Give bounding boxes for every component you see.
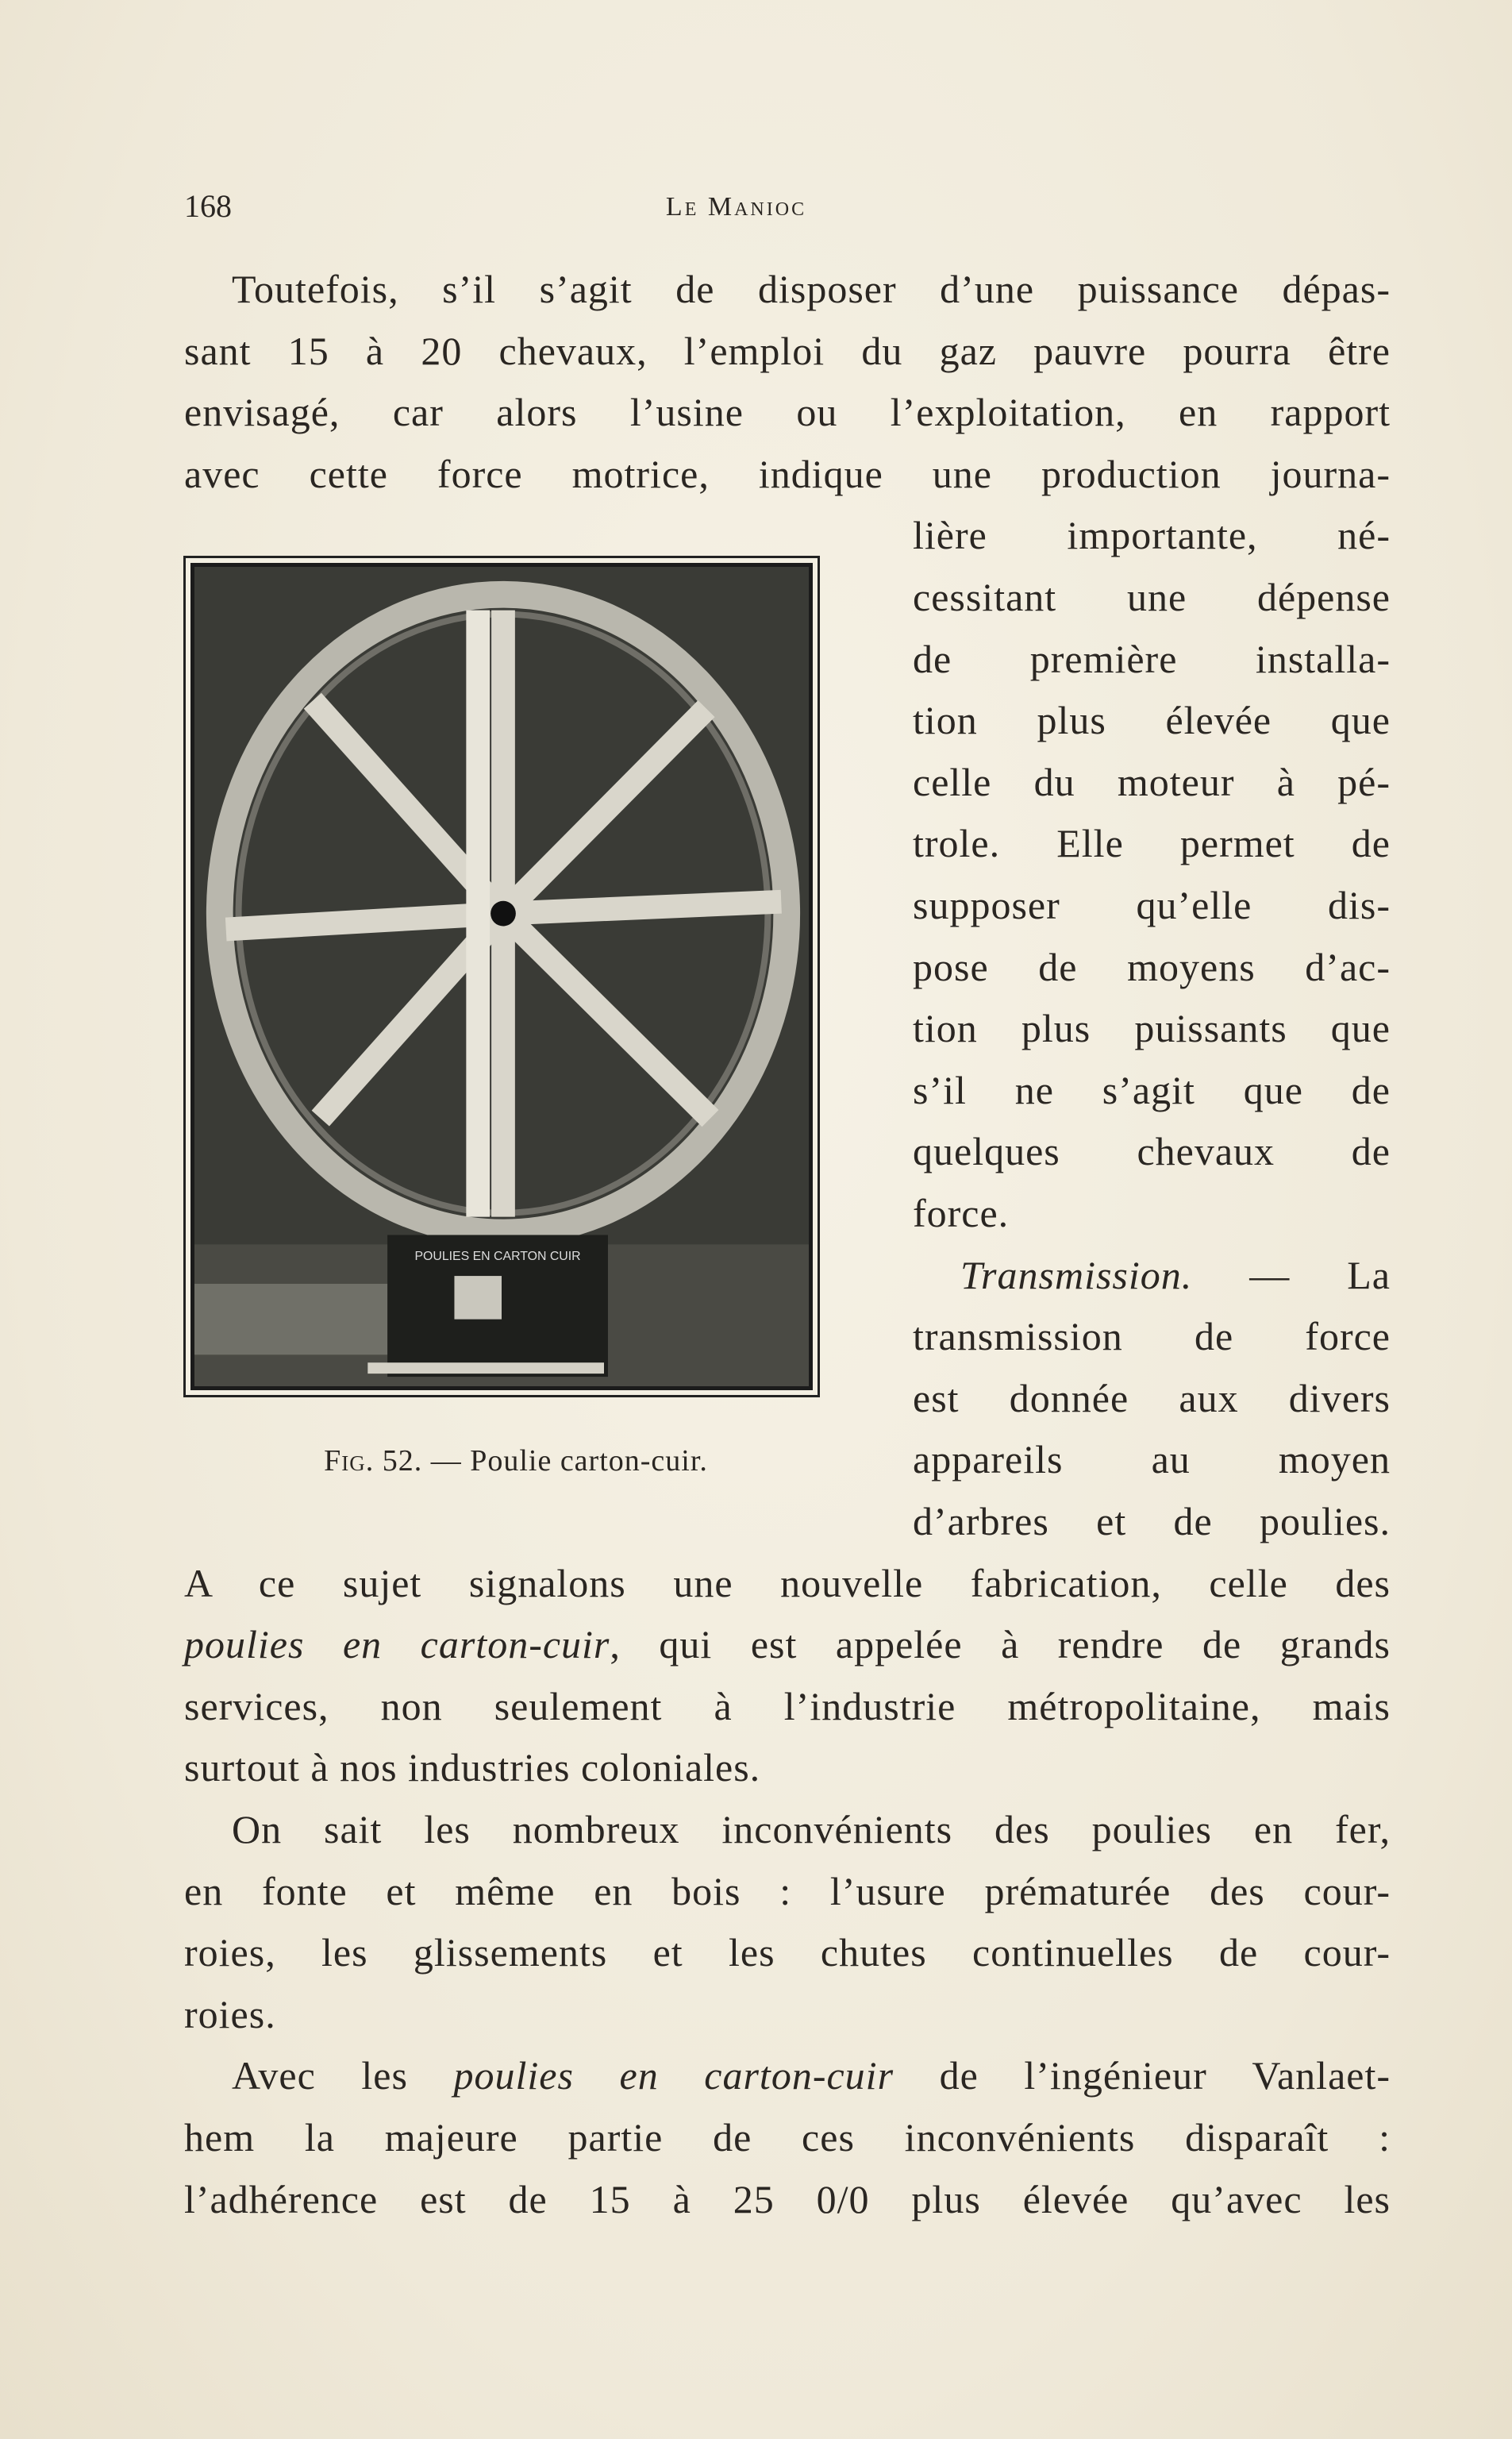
caption-dash: — [422,1444,471,1478]
text-line [913,751,1391,813]
line-text: hem la majeure partie de ces inconvénients disparaît : [184,2115,1391,2160]
line-text: pose de moyens d’ac- [913,944,1391,989]
line-text: est donnée aux divers [913,1375,1391,1420]
text-line [913,1305,1391,1367]
text-line [232,258,1391,320]
caption-text: Poulie carton-cuir. [470,1444,708,1478]
line-text: l’adhérence est de 15 à 25 0/0 plus élevée qu’avec les [184,2176,1391,2221]
line-text: surtout à nos industries coloniales. [184,1745,761,1790]
label-box [367,1235,608,1377]
text-line [913,997,1391,1059]
text-line [184,1921,1391,1983]
text-line [184,1736,1391,1798]
line-text: en fonte et même en bois : l’usure prématurée des cour- [184,1868,1391,1913]
text-line [184,1552,1391,1614]
line-text: Toutefois, s’il s’agit de disposer d’une puissance dépas- [232,267,1391,311]
text-line [913,936,1391,998]
text-line [913,1120,1391,1182]
line-text: de première installa- [913,636,1391,681]
figure-photo [183,556,820,1397]
italic-text: Transmission. [960,1252,1193,1297]
line-text: tion plus puissants que [913,1006,1391,1051]
page-number: 168 [184,188,232,224]
text-line [232,2044,1391,2106]
line-text: cessitant une dépense [913,575,1391,619]
text-line [913,1182,1391,1244]
figure-label: Fig. 52. [324,1444,423,1478]
line-text: supposer qu’elle dis- [913,883,1391,927]
line-text: avec cette force motrice, indique une production journa- [184,451,1391,496]
text-line [913,504,1391,566]
line-text: trole. Elle permet de [913,821,1391,866]
line-text: roies. [184,1991,276,2036]
italic-text: poulies en carton-cuir [453,2053,895,2098]
pulley-photo [194,567,809,1386]
line-text: celle du moteur à pé- [913,759,1391,804]
text-line [913,689,1391,751]
text-line [913,566,1391,628]
svg-text:POULIES EN CARTON CUIR: POULIES EN CARTON CUIR [414,1250,581,1264]
text-line [184,443,1391,505]
line-text: services, non seulement à l’industrie métropolitaine, mais [184,1683,1391,1728]
line-text: d’arbres et de poulies. [913,1499,1391,1543]
line-text: de l’ingénieur Vanlaet- [894,2053,1391,2098]
line-text: Avec les [232,2053,454,2098]
text-line [184,381,1391,443]
line-text: tion plus élevée que [913,698,1391,743]
line-text: transmission de force [913,1314,1391,1359]
text-line [184,320,1391,382]
line-text: lière importante, né- [913,513,1391,558]
line-text: envisagé, car alors l’usine ou l’exploitation, en rapport [184,390,1391,435]
line-text: force. [913,1191,1010,1235]
line-text: quelques chevaux de [913,1129,1391,1174]
text-line [913,1428,1391,1490]
text-line [960,1244,1391,1306]
text-line [184,1860,1391,1922]
figure-caption [238,1443,794,1478]
text-line [184,2106,1391,2168]
text-line [913,1059,1391,1121]
line-text: appareils au moyen [913,1437,1391,1482]
text-line [913,1490,1391,1552]
running-title: Le Manioc [665,192,807,222]
text-line [184,2168,1391,2230]
line-text: sant 15 à 20 chevaux, l’emploi du gaz pauvre pourra être [184,328,1391,373]
line-text: s’il ne s’agit que de [913,1067,1391,1112]
line-text: — La [1192,1252,1391,1297]
text-line [184,1675,1391,1737]
text-line [913,628,1391,690]
line-text: A ce sujet signalons une nouvelle fabrication, celle des [184,1560,1391,1605]
line-text: , qui est appelée à rendre de grands [610,1622,1391,1667]
text-line [913,812,1391,874]
text-line [184,1613,1391,1675]
italic-text: poulies en carton-cuir [184,1622,610,1667]
line-text: On sait les nombreux inconvénients des poulies en fer, [232,1807,1391,1851]
text-line [913,1367,1391,1429]
line-text: roies, les glissements et les chutes continuelles de cour- [184,1930,1391,1975]
text-line [232,1798,1391,1860]
text-line [184,1983,1391,2045]
text-line [913,874,1391,936]
